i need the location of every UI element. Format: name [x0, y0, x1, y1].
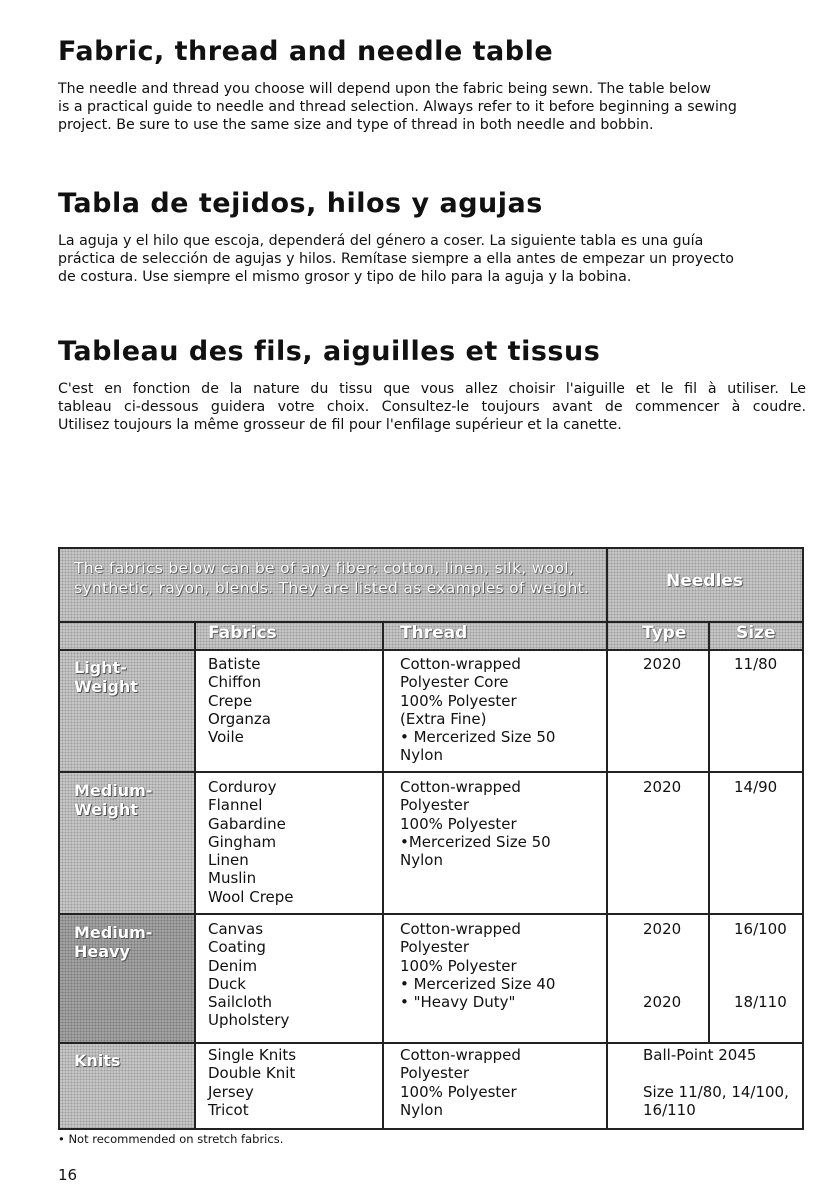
needles-header: Needles — [666, 571, 743, 591]
heading-spanish: Tabla de tejidos, hilos y agujas — [58, 188, 543, 219]
thread-list: Cotton-wrapped Polyester 100% Polyester • Mercerized Size 40 • "Heavy Duty" — [400, 920, 556, 1012]
paragraph-line: tableau ci-dessous guidera votre choix. Consultez-le toujours avant de commencer à coudre. — [58, 399, 806, 415]
needle-size: 16/110 — [643, 1101, 696, 1119]
table-border — [58, 649, 804, 651]
paragraph-line: Utilisez toujours la même grosseur de fil pour l'enfilage supérieur et la canette. — [58, 417, 622, 433]
needle-size: 16/100 — [734, 920, 787, 938]
table-border — [194, 621, 196, 1129]
paragraph-french — [58, 380, 806, 434]
needle-size: Size 11/80, 14/100, — [643, 1083, 789, 1101]
paragraph-line: project. Be sure to use the same size and type of thread in both needle and bobbin. — [58, 117, 654, 133]
fabrics-list: Corduroy Flannel Gabardine Gingham Linen Muslin Wool Crepe — [208, 778, 294, 906]
fabrics-list: Canvas Coating Denim Duck Sailcloth Upholstery — [208, 920, 290, 1030]
heading-french: Tableau des fils, aiguilles et tissus — [58, 336, 601, 367]
needle-type: Ball-Point 2045 — [643, 1046, 757, 1064]
table-border — [606, 547, 608, 1129]
row-label-medium-weight: Medium- Weight — [74, 781, 153, 819]
fabric-thread-needle-table — [58, 547, 804, 1129]
needle-size: 11/80 — [734, 655, 778, 673]
fabrics-column-header: Fabrics — [208, 623, 277, 643]
paragraph-english — [58, 80, 806, 134]
row-label-light-weight: Light- Weight — [74, 658, 138, 696]
table-intro-line: synthetic, rayon, blends. They are listed as examples of weight. — [74, 579, 590, 597]
paragraph-line: C'est en fonction de la nature du tissu que vous allez choisir l'aiguille et le fil à utiliser. Le — [58, 381, 806, 397]
needle-type: 2020 — [643, 920, 682, 938]
footnote: • Not recommended on stretch fabrics. — [58, 1132, 284, 1146]
fabrics-list: Single Knits Double Knit Jersey Tricot — [208, 1046, 297, 1119]
heading-english: Fabric, thread and needle table — [58, 36, 554, 67]
thread-list: Cotton-wrapped Polyester 100% Polyester Nylon — [400, 1046, 521, 1119]
fabrics-list: Batiste Chiffon Crepe Organza Voile — [208, 655, 271, 747]
thread-list: Cotton-wrapped Polyester Core 100% Polyester (Extra Fine) • Mercerized Size 50 Nylon — [400, 655, 556, 765]
table-border — [382, 621, 384, 1129]
paragraph-line: de costura. Use siempre el mismo grosor y tipo de hilo para la aguja y la bobina. — [58, 269, 632, 285]
needle-type: 2020 — [643, 993, 682, 1011]
table-border — [58, 547, 60, 1129]
paragraph-line: is a practical guide to needle and thread selection. Always refer to it before beginning a sewing — [58, 99, 737, 115]
table-border — [802, 547, 804, 1129]
table-border — [58, 621, 804, 623]
needle-size: 18/110 — [734, 993, 787, 1011]
needle-type: 2020 — [643, 778, 682, 796]
paragraph-line: La aguja y el hilo que escoja, dependerá del género a coser. La siguiente tabla es una guía — [58, 233, 704, 249]
row-label-medium-heavy: Medium- Heavy — [74, 923, 153, 961]
needle-type: 2020 — [643, 655, 682, 673]
page-number: 16 — [58, 1166, 78, 1184]
table-border — [708, 621, 710, 1042]
paragraph-line: The needle and thread you choose will depend upon the fabric being sewn. The table below — [58, 81, 711, 97]
thread-column-header: Thread — [400, 623, 468, 643]
size-column-header: Size — [736, 623, 776, 643]
table-border — [58, 913, 804, 915]
table-border — [58, 547, 804, 549]
table-border — [58, 1128, 804, 1130]
paragraph-spanish — [58, 232, 806, 286]
table-intro-line: The fabrics below can be of any fiber: cotton, linen, silk, wool, — [74, 559, 575, 577]
row-label-knits: Knits — [74, 1051, 121, 1070]
type-column-header: Type — [642, 623, 687, 643]
paragraph-line: práctica de selección de agujas y hilos. Remítase siempre a ella antes de empezar un proyecto — [58, 251, 734, 267]
thread-list: Cotton-wrapped Polyester 100% Polyester •Mercerized Size 50 Nylon — [400, 778, 551, 870]
table-border — [58, 1042, 804, 1044]
needle-size: 14/90 — [734, 778, 778, 796]
table-border — [58, 771, 804, 773]
